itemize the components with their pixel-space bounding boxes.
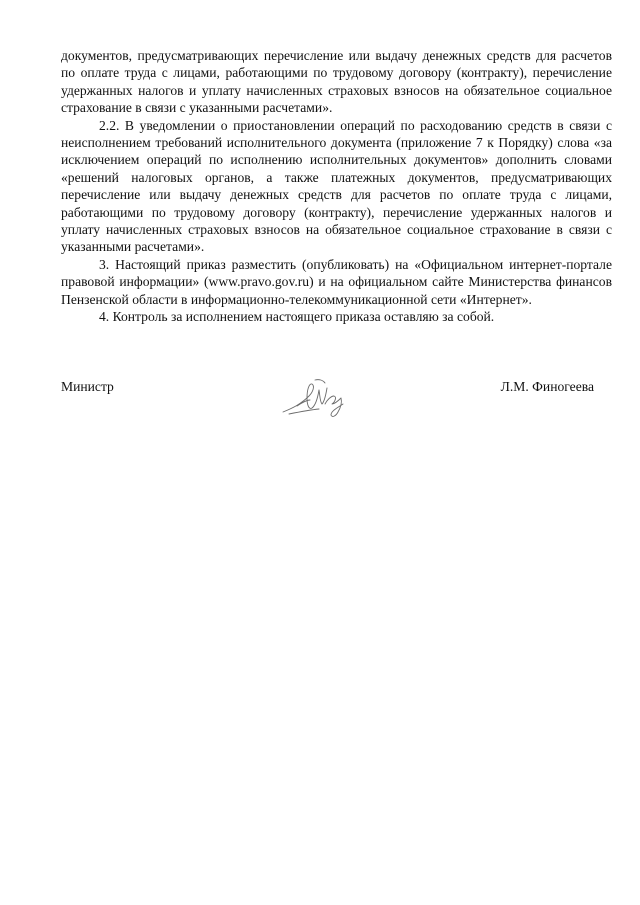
paragraph-4: 4. Контроль за исполнением настоящего приказа оставляю за собой.	[99, 309, 495, 325]
signature-block	[61, 374, 612, 424]
handwritten-signature	[279, 374, 359, 422]
signer-role: Министр	[61, 379, 114, 394]
paragraph-2-2: 2.2. В уведомлении о приостановлении операций по расходованию средств в связи с неисполнением требований исполнительного документа (приложение 7 к Порядку) слова «за исключением операций по исполнению исполнительных документов» дополнить словами «решений налоговых органов, а также платежных документов, предусматривающих перечисление или выдачу денежных средств для расчетов по оплате труда с лицами, работающими по трудовому договору (контракту), перечисление удержанных налогов и уплату начисленных страховых взносов на обязательное социальное страхование в связи с указанными расчетами».	[61, 117, 612, 255]
signer-name: Л.М. Финогеева	[500, 379, 594, 394]
paragraph-3: 3. Настоящий приказ разместить (опубликовать) на «Официальном интернет-портале правовой информации» (www.pravo.gov.ru) и на официальном сайте Министерства финансов Пензенской области в информационно-телекоммуникационной сети «Интернет».	[61, 256, 612, 307]
document-body	[61, 47, 612, 326]
paragraph-continuation: документов, предусматривающих перечисление или выдачу денежных средств для расчетов по оплате труда с лицами, работающими по трудовому договору (контракту), перечисление удержанных налогов и уплату начисленных страховых взносов на обязательное социальное страхование в связи с указанными расчетами».	[61, 48, 612, 116]
